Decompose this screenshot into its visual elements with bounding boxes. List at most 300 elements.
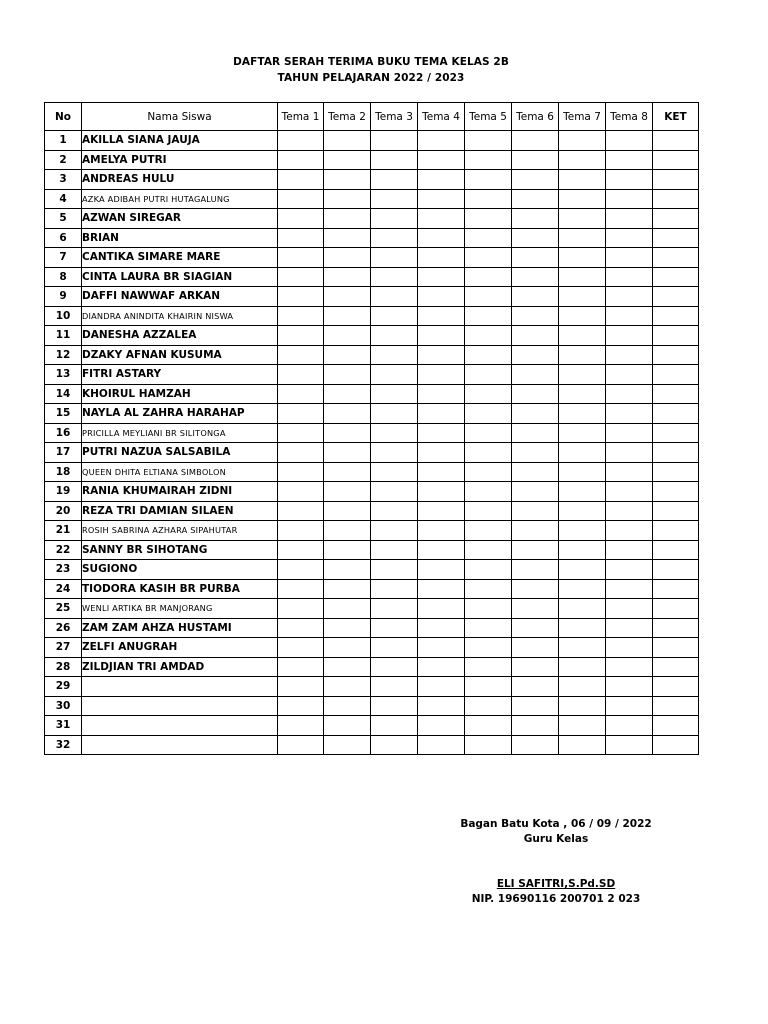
row-number: 3 xyxy=(45,170,82,190)
tema-5-cell xyxy=(465,599,512,619)
tema-3-cell xyxy=(371,716,418,736)
student-name: FITRI ASTARY xyxy=(82,365,278,385)
tema-8-cell xyxy=(606,696,653,716)
row-number: 27 xyxy=(45,638,82,658)
tema-2-cell xyxy=(324,150,371,170)
tema-4-cell xyxy=(418,599,465,619)
tema-8-cell xyxy=(606,618,653,638)
ket-cell xyxy=(653,365,699,385)
tema-2-cell xyxy=(324,657,371,677)
tema-5-cell xyxy=(465,540,512,560)
tema-6-cell xyxy=(512,345,559,365)
tema-6-cell xyxy=(512,579,559,599)
tema-3-cell xyxy=(371,326,418,346)
tema-2-cell xyxy=(324,540,371,560)
tema-1-cell xyxy=(278,677,324,697)
tema-5-cell xyxy=(465,267,512,287)
student-name xyxy=(82,716,278,736)
tema-8-cell xyxy=(606,540,653,560)
student-name: SUGIONO xyxy=(82,560,278,580)
table-row xyxy=(45,735,699,755)
tema-5-cell xyxy=(465,677,512,697)
tema-4-cell xyxy=(418,404,465,424)
tema-2-cell xyxy=(324,618,371,638)
tema-3-cell xyxy=(371,131,418,151)
student-name: TIODORA KASIH BR PURBA xyxy=(82,579,278,599)
tema-4-cell xyxy=(418,579,465,599)
row-number: 4 xyxy=(45,189,82,209)
tema-5-cell xyxy=(465,618,512,638)
table-row xyxy=(45,560,699,580)
student-name xyxy=(82,677,278,697)
tema-3-cell xyxy=(371,170,418,190)
student-name: AZWAN SIREGAR xyxy=(82,209,278,229)
tema-8-cell xyxy=(606,228,653,248)
tema-5-cell xyxy=(465,443,512,463)
tema-5-cell xyxy=(465,248,512,268)
table-row xyxy=(45,209,699,229)
tema-1-cell xyxy=(278,443,324,463)
tema-5-cell xyxy=(465,170,512,190)
student-name: DANESHA AZZALEA xyxy=(82,326,278,346)
student-name: SANNY BR SIHOTANG xyxy=(82,540,278,560)
tema-2-cell xyxy=(324,345,371,365)
tema-8-cell xyxy=(606,306,653,326)
tema-1-cell xyxy=(278,267,324,287)
tema-8-cell xyxy=(606,384,653,404)
tema-1-cell xyxy=(278,287,324,307)
tema-8-cell xyxy=(606,189,653,209)
tema-6-cell xyxy=(512,365,559,385)
row-number: 8 xyxy=(45,267,82,287)
tema-4-cell xyxy=(418,170,465,190)
tema-6-cell xyxy=(512,209,559,229)
tema-2-cell xyxy=(324,638,371,658)
row-number: 14 xyxy=(45,384,82,404)
tema-7-cell xyxy=(559,677,606,697)
student-name: ZAM ZAM AHZA HUSTAMI xyxy=(82,618,278,638)
tema-3-cell xyxy=(371,696,418,716)
tema-8-cell xyxy=(606,735,653,755)
tema-2-cell xyxy=(324,716,371,736)
tema-1-cell xyxy=(278,248,324,268)
row-number: 21 xyxy=(45,521,82,541)
student-name: ROSIH SABRINA AZHARA SIPAHUTAR xyxy=(82,521,278,541)
tema-2-cell xyxy=(324,189,371,209)
tema-2-cell xyxy=(324,579,371,599)
tema-5-cell xyxy=(465,696,512,716)
tema-2-cell xyxy=(324,560,371,580)
tema-7-cell xyxy=(559,696,606,716)
tema-3-cell xyxy=(371,404,418,424)
tema-3-cell xyxy=(371,599,418,619)
tema-8-cell xyxy=(606,345,653,365)
tema-4-cell xyxy=(418,443,465,463)
tema-8-cell xyxy=(606,579,653,599)
tema-6-cell xyxy=(512,189,559,209)
document-subtitle: TAHUN PELAJARAN 2022 / 2023 xyxy=(277,72,465,84)
tema-1-cell xyxy=(278,150,324,170)
tema-1-cell xyxy=(278,540,324,560)
student-name xyxy=(82,696,278,716)
tema-4-cell xyxy=(418,209,465,229)
tema-4-cell xyxy=(418,638,465,658)
table-row xyxy=(45,540,699,560)
signature-place-date: Bagan Batu Kota , 06 / 09 / 2022 xyxy=(460,818,652,830)
tema-6-cell xyxy=(512,443,559,463)
row-number: 29 xyxy=(45,677,82,697)
tema-1-cell xyxy=(278,404,324,424)
tema-3-cell xyxy=(371,365,418,385)
row-number: 11 xyxy=(45,326,82,346)
tema-1-cell xyxy=(278,189,324,209)
tema-8-cell xyxy=(606,131,653,151)
tema-1-cell xyxy=(278,735,324,755)
tema-5-cell xyxy=(465,228,512,248)
ket-cell xyxy=(653,599,699,619)
tema-6-cell xyxy=(512,560,559,580)
handover-table xyxy=(44,102,699,755)
student-name: REZA TRI DAMIAN SILAEN xyxy=(82,501,278,521)
tema-3-cell xyxy=(371,248,418,268)
tema-3-cell xyxy=(371,521,418,541)
column-header-tema-5: Tema 5 xyxy=(465,103,512,131)
tema-6-cell xyxy=(512,501,559,521)
tema-4-cell xyxy=(418,365,465,385)
tema-1-cell xyxy=(278,501,324,521)
tema-5-cell xyxy=(465,579,512,599)
tema-7-cell xyxy=(559,560,606,580)
tema-2-cell xyxy=(324,735,371,755)
tema-7-cell xyxy=(559,657,606,677)
tema-8-cell xyxy=(606,482,653,502)
row-number: 5 xyxy=(45,209,82,229)
row-number: 25 xyxy=(45,599,82,619)
tema-3-cell xyxy=(371,540,418,560)
tema-2-cell xyxy=(324,404,371,424)
tema-6-cell xyxy=(512,657,559,677)
ket-cell xyxy=(653,618,699,638)
tema-8-cell xyxy=(606,150,653,170)
tema-7-cell xyxy=(559,287,606,307)
column-header-no: No xyxy=(45,103,82,131)
tema-1-cell xyxy=(278,384,324,404)
ket-cell xyxy=(653,677,699,697)
tema-3-cell xyxy=(371,209,418,229)
student-name: DAFFI NAWWAF ARKAN xyxy=(82,287,278,307)
tema-7-cell xyxy=(559,443,606,463)
tema-2-cell xyxy=(324,287,371,307)
tema-1-cell xyxy=(278,579,324,599)
tema-3-cell xyxy=(371,482,418,502)
tema-5-cell xyxy=(465,501,512,521)
table-row xyxy=(45,521,699,541)
tema-4-cell xyxy=(418,228,465,248)
signature-name: ELI SAFITRI,S.Pd.SD xyxy=(496,878,616,890)
tema-2-cell xyxy=(324,677,371,697)
ket-cell xyxy=(653,384,699,404)
tema-8-cell xyxy=(606,443,653,463)
tema-5-cell xyxy=(465,716,512,736)
student-name: AMELYA PUTRI xyxy=(82,150,278,170)
table-row xyxy=(45,716,699,736)
table-row xyxy=(45,599,699,619)
tema-8-cell xyxy=(606,521,653,541)
tema-6-cell xyxy=(512,423,559,443)
student-name: DZAKY AFNAN KUSUMA xyxy=(82,345,278,365)
tema-8-cell xyxy=(606,404,653,424)
tema-2-cell xyxy=(324,423,371,443)
tema-6-cell xyxy=(512,248,559,268)
tema-2-cell xyxy=(324,267,371,287)
student-name: CANTIKA SIMARE MARE xyxy=(82,248,278,268)
column-header-tema-2: Tema 2 xyxy=(324,103,371,131)
tema-6-cell xyxy=(512,638,559,658)
table-row xyxy=(45,248,699,268)
tema-7-cell xyxy=(559,482,606,502)
tema-4-cell xyxy=(418,131,465,151)
tema-2-cell xyxy=(324,306,371,326)
tema-6-cell xyxy=(512,384,559,404)
table-row xyxy=(45,404,699,424)
tema-6-cell xyxy=(512,482,559,502)
tema-5-cell xyxy=(465,404,512,424)
student-name: RANIA KHUMAIRAH ZIDNI xyxy=(82,482,278,502)
tema-5-cell xyxy=(465,365,512,385)
tema-1-cell xyxy=(278,326,324,346)
tema-2-cell xyxy=(324,696,371,716)
tema-1-cell xyxy=(278,228,324,248)
tema-4-cell xyxy=(418,540,465,560)
tema-3-cell xyxy=(371,638,418,658)
ket-cell xyxy=(653,423,699,443)
student-name: KHOIRUL HAMZAH xyxy=(82,384,278,404)
table-row xyxy=(45,579,699,599)
tema-1-cell xyxy=(278,170,324,190)
table-row xyxy=(45,677,699,697)
signature-role: Guru Kelas xyxy=(523,833,589,845)
tema-3-cell xyxy=(371,677,418,697)
tema-2-cell xyxy=(324,443,371,463)
ket-cell xyxy=(653,696,699,716)
tema-7-cell xyxy=(559,228,606,248)
ket-cell xyxy=(653,189,699,209)
row-number: 23 xyxy=(45,560,82,580)
row-number: 13 xyxy=(45,365,82,385)
tema-6-cell xyxy=(512,540,559,560)
ket-cell xyxy=(653,131,699,151)
tema-8-cell xyxy=(606,638,653,658)
tema-6-cell xyxy=(512,521,559,541)
ket-cell xyxy=(653,560,699,580)
table-body xyxy=(45,131,699,755)
tema-6-cell xyxy=(512,462,559,482)
tema-6-cell xyxy=(512,326,559,346)
tema-2-cell xyxy=(324,521,371,541)
tema-7-cell xyxy=(559,189,606,209)
tema-6-cell xyxy=(512,267,559,287)
tema-5-cell xyxy=(465,482,512,502)
tema-5-cell xyxy=(465,345,512,365)
row-number: 16 xyxy=(45,423,82,443)
tema-1-cell xyxy=(278,365,324,385)
student-name: WENLI ARTIKA BR MANJORANG xyxy=(82,599,278,619)
ket-cell xyxy=(653,248,699,268)
student-name: PRICILLA MEYLIANI BR SILITONGA xyxy=(82,423,278,443)
row-number: 7 xyxy=(45,248,82,268)
table-row xyxy=(45,267,699,287)
table-row xyxy=(45,482,699,502)
tema-7-cell xyxy=(559,384,606,404)
ket-cell xyxy=(653,462,699,482)
row-number: 9 xyxy=(45,287,82,307)
tema-8-cell xyxy=(606,423,653,443)
table-row xyxy=(45,131,699,151)
row-number: 12 xyxy=(45,345,82,365)
tema-2-cell xyxy=(324,501,371,521)
tema-2-cell xyxy=(324,209,371,229)
ket-cell xyxy=(653,209,699,229)
row-number: 10 xyxy=(45,306,82,326)
student-name xyxy=(82,735,278,755)
tema-7-cell xyxy=(559,599,606,619)
table-row xyxy=(45,326,699,346)
tema-3-cell xyxy=(371,501,418,521)
tema-7-cell xyxy=(559,209,606,229)
tema-5-cell xyxy=(465,131,512,151)
student-name: ZILDJIAN TRI AMDAD xyxy=(82,657,278,677)
tema-6-cell xyxy=(512,150,559,170)
ket-cell xyxy=(653,345,699,365)
tema-1-cell xyxy=(278,696,324,716)
tema-8-cell xyxy=(606,287,653,307)
tema-5-cell xyxy=(465,306,512,326)
tema-3-cell xyxy=(371,345,418,365)
tema-6-cell xyxy=(512,287,559,307)
tema-8-cell xyxy=(606,209,653,229)
student-name: BRIAN xyxy=(82,228,278,248)
tema-5-cell xyxy=(465,521,512,541)
tema-6-cell xyxy=(512,306,559,326)
tema-2-cell xyxy=(324,228,371,248)
tema-3-cell xyxy=(371,462,418,482)
tema-7-cell xyxy=(559,326,606,346)
ket-cell xyxy=(653,287,699,307)
tema-7-cell xyxy=(559,501,606,521)
row-number: 32 xyxy=(45,735,82,755)
row-number: 15 xyxy=(45,404,82,424)
tema-8-cell xyxy=(606,326,653,346)
tema-3-cell xyxy=(371,228,418,248)
table-header-row xyxy=(45,103,699,131)
tema-4-cell xyxy=(418,267,465,287)
ket-cell xyxy=(653,638,699,658)
ket-cell xyxy=(653,482,699,502)
tema-4-cell xyxy=(418,248,465,268)
tema-1-cell xyxy=(278,345,324,365)
table-row xyxy=(45,618,699,638)
row-number: 17 xyxy=(45,443,82,463)
tema-3-cell xyxy=(371,423,418,443)
tema-3-cell xyxy=(371,657,418,677)
tema-8-cell xyxy=(606,657,653,677)
tema-6-cell xyxy=(512,716,559,736)
tema-1-cell xyxy=(278,638,324,658)
tema-2-cell xyxy=(324,365,371,385)
tema-6-cell xyxy=(512,618,559,638)
tema-3-cell xyxy=(371,189,418,209)
table-row xyxy=(45,384,699,404)
tema-8-cell xyxy=(606,248,653,268)
row-number: 28 xyxy=(45,657,82,677)
tema-4-cell xyxy=(418,501,465,521)
tema-4-cell xyxy=(418,482,465,502)
tema-8-cell xyxy=(606,716,653,736)
tema-7-cell xyxy=(559,618,606,638)
tema-1-cell xyxy=(278,657,324,677)
tema-3-cell xyxy=(371,618,418,638)
tema-6-cell xyxy=(512,228,559,248)
tema-7-cell xyxy=(559,404,606,424)
tema-2-cell xyxy=(324,462,371,482)
student-name: ZELFI ANUGRAH xyxy=(82,638,278,658)
tema-4-cell xyxy=(418,560,465,580)
table-row xyxy=(45,638,699,658)
tema-3-cell xyxy=(371,443,418,463)
tema-8-cell xyxy=(606,267,653,287)
tema-7-cell xyxy=(559,345,606,365)
tema-2-cell xyxy=(324,482,371,502)
tema-2-cell xyxy=(324,131,371,151)
tema-7-cell xyxy=(559,131,606,151)
tema-4-cell xyxy=(418,462,465,482)
ket-cell xyxy=(653,404,699,424)
tema-5-cell xyxy=(465,287,512,307)
table-row xyxy=(45,170,699,190)
tema-7-cell xyxy=(559,306,606,326)
tema-2-cell xyxy=(324,326,371,346)
table-row xyxy=(45,423,699,443)
tema-3-cell xyxy=(371,150,418,170)
column-header-tema-7: Tema 7 xyxy=(559,103,606,131)
row-number: 19 xyxy=(45,482,82,502)
student-name: CINTA LAURA BR SIAGIAN xyxy=(82,267,278,287)
ket-cell xyxy=(653,579,699,599)
column-header-tema-3: Tema 3 xyxy=(371,103,418,131)
tema-4-cell xyxy=(418,384,465,404)
tema-2-cell xyxy=(324,248,371,268)
table-row xyxy=(45,443,699,463)
tema-3-cell xyxy=(371,560,418,580)
tema-2-cell xyxy=(324,170,371,190)
tema-7-cell xyxy=(559,540,606,560)
table-row xyxy=(45,696,699,716)
row-number: 20 xyxy=(45,501,82,521)
ket-cell xyxy=(653,657,699,677)
tema-1-cell xyxy=(278,716,324,736)
tema-5-cell xyxy=(465,209,512,229)
ket-cell xyxy=(653,170,699,190)
tema-1-cell xyxy=(278,482,324,502)
tema-5-cell xyxy=(465,638,512,658)
column-header-name: Nama Siswa xyxy=(82,103,278,131)
row-number: 24 xyxy=(45,579,82,599)
tema-5-cell xyxy=(465,735,512,755)
tema-5-cell xyxy=(465,150,512,170)
tema-5-cell xyxy=(465,189,512,209)
table-row xyxy=(45,345,699,365)
student-name: ANDREAS HULU xyxy=(82,170,278,190)
